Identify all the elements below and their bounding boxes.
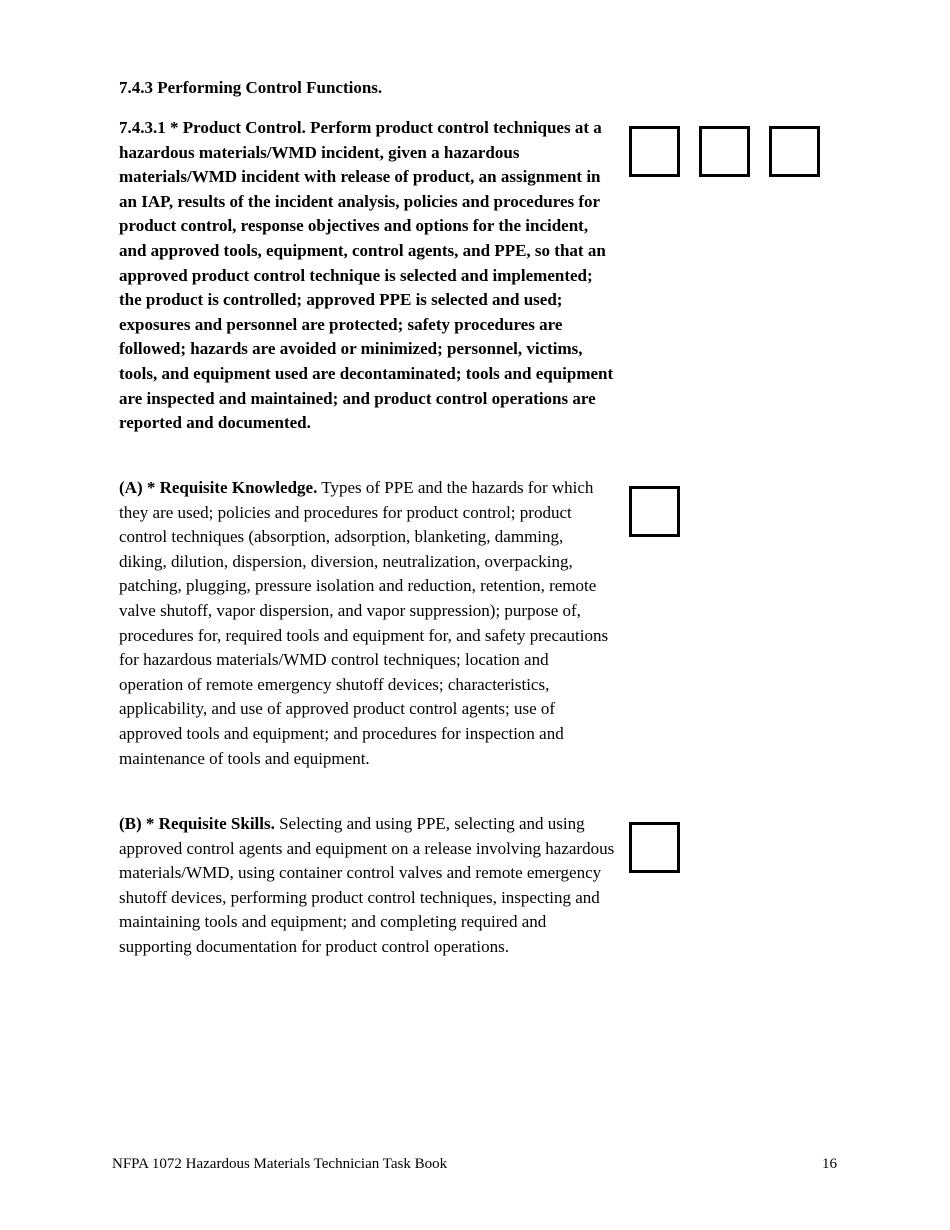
task-paragraph: [119, 116, 615, 436]
task-number: 7.4.3.1 * Product Control.: [119, 118, 306, 137]
requisite-knowledge-text: Types of PPE and the hazards for which they are used; policies and procedures for product control; product control techniques (absorption, adsorption, blanketing, damming, diking, dilution, dispersion, diversion, neutralization, overpacking, patching, plugging, pressure isolation and reduction, retention, remote valve shutoff, vapor dispersion, and vapor suppression); purpose of, procedures for, required tools and equipment for, and safety precautions for hazardous materials/WMD control techniques; location and operation of remote emergency shutoff devices; characteristics, applicability, and use of approved product control agents; use of approved tools and equipment; and procedures for inspection and maintenance of tools and equipment.: [119, 478, 609, 768]
signoff-checkbox-3[interactable]: [769, 126, 820, 177]
section-heading: 7.4.3 Performing Control Functions.: [119, 78, 383, 97]
footer-title: NFPA 1072 Hazardous Materials Technician Task Book: [112, 1156, 448, 1172]
signoff-checkbox-1[interactable]: [629, 126, 680, 177]
skills-checkbox[interactable]: [629, 822, 680, 873]
requisite-skills-paragraph: [119, 812, 615, 960]
signoff-checkbox-2[interactable]: [699, 126, 750, 177]
requisite-skills-text: Selecting and using PPE, selecting and using approved control agents and equipment on a release involving hazardous materials/WMD, using container control valves and remote emergency shutoff devices, performing product control techniques, inspecting and maintaining tools and equipment; and completing required and supporting documentation for product control operations.: [119, 814, 615, 956]
task-text: Perform product control techniques at a hazardous materials/WMD incident, given a hazardous materials/WMD incident with release of product, an assignment in an IAP, results of the incident analysis, policies and procedures for product control, response objectives and options for the incident, and approved tools, equipment, control agents, and PPE, so that an approved product control technique is selected and implemented; the product is controlled; approved PPE is selected and used; exposures and personnel are protected; safety procedures are followed; hazards are avoided or minimized; personnel, victims, tools, and equipment used are decontaminated; tools and equipment are inspected and maintained; and product control operations are reported and documented.: [119, 118, 614, 433]
requisite-knowledge-paragraph: [119, 476, 615, 771]
page-number: 16: [822, 1156, 837, 1172]
requisite-skills-label: (B) * Requisite Skills.: [119, 814, 275, 833]
knowledge-checkbox[interactable]: [629, 486, 680, 537]
requisite-knowledge-label: (A) * Requisite Knowledge.: [119, 478, 318, 497]
